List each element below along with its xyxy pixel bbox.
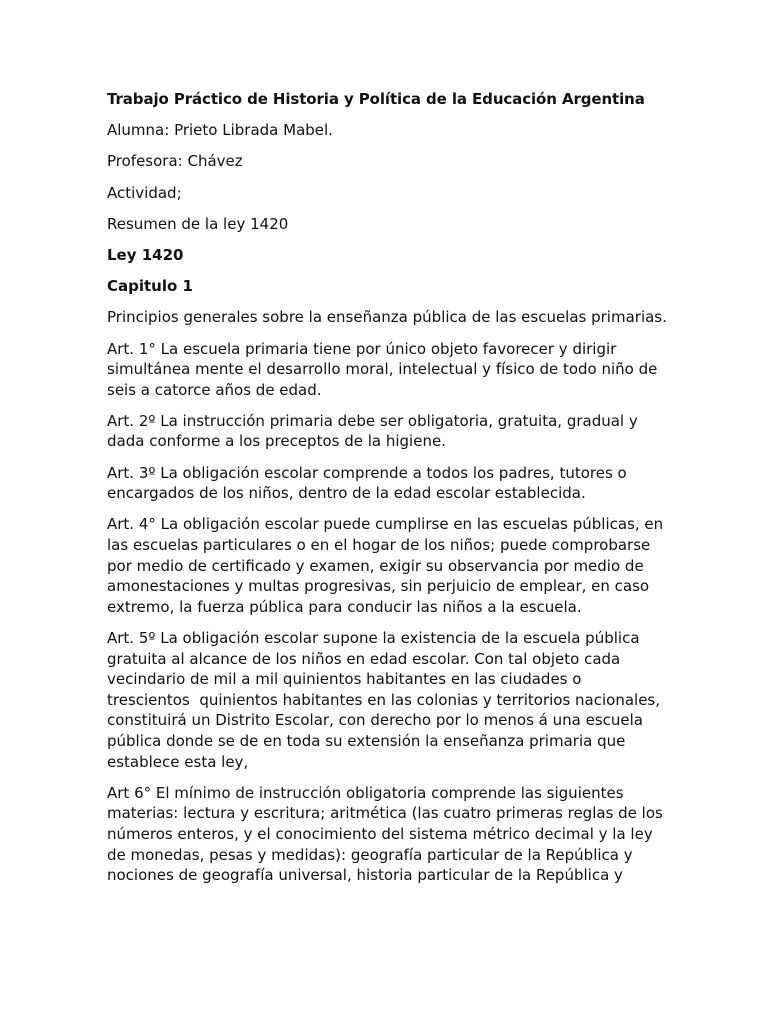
document-page bbox=[107, 89, 667, 896]
student-name: Alumna: Prieto Librada Mabel. bbox=[107, 121, 333, 140]
article-1: Art. 1° La escuela primaria tiene por único objeto favorecer y dirigir simultánea mente el desarrollo moral, intelectual y físico de todo niño de seis a catorce años de edad. bbox=[107, 339, 663, 399]
article-6: Art 6° El mínimo de instrucción obligatoria comprende las siguientes materias: lectura y escritura; aritmética (las cuatro primeras reglas de los números enteros, y el conocimiento del sistema métrico decimal y la ley de monedas, pesas y medidas): geografía particular de la República y nociones de geografía universal, historia particular de la República y bbox=[107, 783, 668, 885]
article-2: Art. 2º La instrucción primaria debe ser obligatoria, gratuita, gradual y dada conforme a los preceptos de la higiene. bbox=[107, 411, 643, 451]
article-3: Art. 3º La obligación escolar comprende a todos los padres, tutores o encargados de los niños, dentro de la edad escolar establecida. bbox=[107, 463, 632, 503]
law-heading: Ley 1420 bbox=[107, 245, 184, 264]
activity-label: Actividad; bbox=[107, 183, 182, 202]
chapter-heading: Capitulo 1 bbox=[107, 277, 193, 296]
document-title: Trabajo Práctico de Historia y Política de la Educación Argentina bbox=[107, 90, 645, 108]
chapter-subtitle: Principios generales sobre la enseñanza pública de las escuelas primarias. bbox=[107, 308, 667, 327]
article-5: Art. 5º La obligación escolar supone la existencia de la escuela pública gratuita al alcance de los niños en edad escolar. Con tal objeto cada vecindario de mil a mil quinientos habitantes en las ciudades o trescientos quinientos habitantes en las colonias y territorios nacionales, constituirá un Distrito Escolar, con derecho por lo menos á una escuela pública donde se de en toda su extensión la enseñanza primaria que establece esta ley, bbox=[107, 629, 665, 771]
article-4: Art. 4° La obligación escolar puede cumplirse en las escuelas públicas, en las escuelas particulares o en el hogar de los niños; puede comprobarse por medio de certificado y examen, exigir su observancia por medio de amonestaciones y multas progresivas, sin perjuicio de emplear, en caso extremo, la fuerza pública para conducir las niños a la escuela. bbox=[107, 515, 668, 616]
teacher-name: Profesora: Chávez bbox=[107, 152, 243, 171]
summary-label: Resumen de la ley 1420 bbox=[107, 214, 289, 233]
